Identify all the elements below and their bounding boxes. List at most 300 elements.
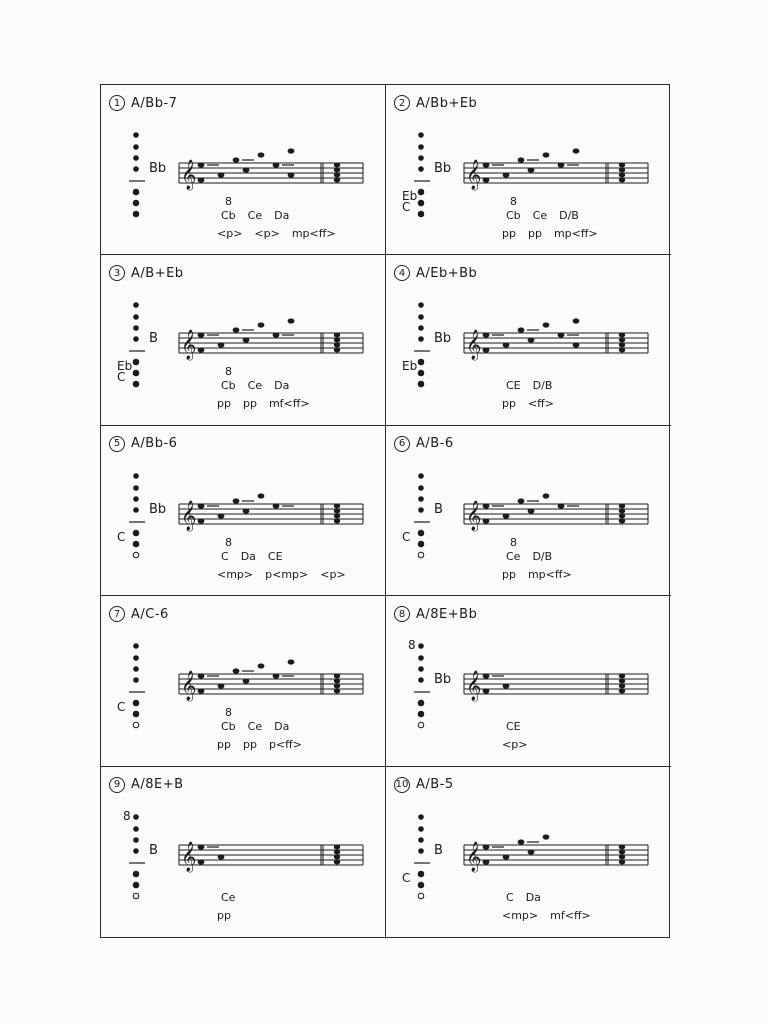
chord-notehead-icon bbox=[619, 684, 625, 689]
closed-hole-icon bbox=[418, 303, 424, 309]
technique-label: Cb bbox=[221, 379, 236, 393]
notehead-icon bbox=[218, 343, 225, 348]
closed-hole-icon bbox=[133, 360, 139, 366]
notehead-icon bbox=[288, 172, 295, 177]
chord-notehead-icon bbox=[619, 679, 625, 684]
technique-label: Ce bbox=[247, 209, 263, 222]
notehead-icon bbox=[503, 684, 510, 689]
cell-number: 10 bbox=[394, 777, 410, 793]
fingering-low-label: C bbox=[402, 870, 411, 885]
chord-notehead-icon bbox=[334, 173, 340, 178]
dynamic-label: mp<ff> bbox=[291, 227, 336, 240]
notehead-icon bbox=[543, 493, 550, 498]
fingering-chart bbox=[100, 84, 670, 938]
technique-label: D/B bbox=[532, 549, 553, 563]
cell-title: A/Eb+Bb bbox=[416, 265, 478, 281]
closed-hole-icon bbox=[418, 496, 424, 502]
treble-clef-icon: 𝄞 bbox=[466, 160, 482, 190]
closed-hole-icon bbox=[133, 837, 139, 843]
closed-hole-icon bbox=[418, 360, 424, 366]
chord-notehead-icon bbox=[334, 333, 340, 338]
fingering-cell bbox=[386, 255, 671, 425]
treble-clef-icon: 𝄞 bbox=[466, 500, 482, 531]
dynamics-row bbox=[217, 397, 310, 410]
dynamic-label: pp bbox=[502, 227, 516, 240]
notehead-icon bbox=[483, 674, 490, 679]
technique-label: Cb bbox=[506, 209, 521, 222]
notehead-icon bbox=[198, 689, 205, 694]
closed-hole-icon bbox=[418, 337, 424, 343]
technique-label: Ce bbox=[247, 720, 263, 734]
notehead-icon bbox=[483, 177, 490, 182]
technique-label: Cb bbox=[221, 720, 236, 734]
closed-hole-icon bbox=[418, 371, 424, 377]
notehead-icon bbox=[558, 333, 565, 338]
cell-number: 9 bbox=[109, 777, 125, 793]
closed-hole-icon bbox=[418, 166, 424, 172]
closed-hole-icon bbox=[133, 189, 139, 195]
dynamic-label: pp bbox=[217, 908, 231, 922]
notehead-icon bbox=[573, 148, 580, 153]
chord-notehead-icon bbox=[334, 518, 340, 523]
closed-hole-icon bbox=[133, 677, 139, 683]
notehead-icon bbox=[273, 162, 280, 167]
open-hole-icon bbox=[133, 893, 139, 899]
chord-notehead-icon bbox=[619, 854, 625, 859]
closed-hole-icon bbox=[418, 326, 424, 332]
fingering-low-label: Eb C bbox=[117, 359, 133, 385]
fingering-cell bbox=[386, 596, 671, 766]
chord-notehead-icon bbox=[619, 508, 625, 513]
closed-hole-icon bbox=[418, 507, 424, 513]
chord-notehead-icon bbox=[619, 849, 625, 854]
note-label: Bb bbox=[434, 161, 452, 176]
fingering-cell bbox=[101, 767, 386, 937]
closed-hole-icon bbox=[133, 132, 139, 138]
closed-hole-icon bbox=[418, 211, 424, 217]
notehead-icon bbox=[543, 152, 550, 157]
closed-hole-icon bbox=[133, 814, 139, 820]
closed-hole-icon bbox=[133, 485, 139, 491]
closed-hole-icon bbox=[133, 541, 139, 547]
closed-hole-icon bbox=[418, 848, 424, 854]
cell-title: A/B+Eb bbox=[131, 265, 184, 281]
chord-notehead-icon bbox=[334, 844, 340, 849]
notehead-icon bbox=[483, 689, 490, 694]
cell-number: 3 bbox=[109, 265, 125, 281]
notehead-icon bbox=[518, 328, 525, 333]
closed-hole-icon bbox=[418, 189, 424, 195]
closed-hole-icon bbox=[418, 315, 424, 321]
closed-hole-icon bbox=[418, 530, 424, 536]
treble-clef-icon: 𝄞 bbox=[181, 160, 197, 190]
notehead-icon bbox=[288, 148, 295, 153]
closed-hole-icon bbox=[133, 144, 139, 150]
cell-title: A/B-5 bbox=[416, 777, 454, 793]
fingering-low-label: C bbox=[117, 700, 126, 715]
technique-label: D/B bbox=[559, 209, 579, 222]
note-label: Bb bbox=[434, 331, 452, 347]
fingering-cell bbox=[386, 767, 671, 937]
closed-hole-icon bbox=[418, 882, 424, 888]
notehead-icon bbox=[558, 503, 565, 508]
closed-hole-icon bbox=[133, 666, 139, 672]
dynamic-label: pp bbox=[527, 227, 542, 240]
technique-row bbox=[506, 720, 521, 733]
chord-notehead-icon bbox=[334, 689, 340, 694]
technique-row bbox=[221, 720, 289, 733]
notehead-icon bbox=[198, 162, 205, 167]
chord-notehead-icon bbox=[619, 689, 625, 694]
chord-notehead-icon bbox=[619, 503, 625, 508]
notehead-icon bbox=[483, 518, 490, 523]
notehead-icon bbox=[518, 498, 525, 503]
closed-hole-icon bbox=[133, 496, 139, 502]
notehead-icon bbox=[198, 674, 205, 679]
notehead-icon bbox=[543, 323, 550, 328]
chord-notehead-icon bbox=[619, 674, 625, 679]
fingering-low-label: Eb C bbox=[402, 189, 418, 214]
fingering-cell bbox=[386, 85, 671, 255]
chord-notehead-icon bbox=[334, 338, 340, 343]
chord-notehead-icon bbox=[334, 178, 340, 183]
technique-row bbox=[221, 550, 283, 563]
treble-clef-icon: 𝄞 bbox=[466, 671, 482, 702]
closed-hole-icon bbox=[133, 200, 139, 206]
dynamic-label: mp<ff> bbox=[553, 227, 598, 240]
dynamic-label: <p> bbox=[217, 227, 243, 240]
notehead-icon bbox=[543, 834, 550, 839]
closed-hole-icon bbox=[133, 326, 139, 332]
closed-hole-icon bbox=[418, 711, 424, 717]
open-hole-icon bbox=[418, 722, 424, 728]
music-diagram bbox=[386, 596, 671, 766]
closed-hole-icon bbox=[133, 655, 139, 661]
chord-notehead-icon bbox=[334, 168, 340, 173]
notehead-icon bbox=[198, 859, 205, 864]
note-label: B bbox=[434, 842, 443, 858]
chord-notehead-icon bbox=[334, 503, 340, 508]
dynamics-row bbox=[217, 909, 231, 922]
octave-mark: 8 bbox=[225, 706, 232, 720]
dynamics-row bbox=[502, 227, 598, 240]
chord-notehead-icon bbox=[619, 518, 625, 523]
notehead-icon bbox=[483, 348, 490, 353]
closed-hole-icon bbox=[133, 643, 139, 649]
notehead-icon bbox=[258, 664, 265, 669]
dynamic-label: <p> bbox=[502, 738, 528, 752]
fingering-cell bbox=[101, 255, 386, 425]
notehead-icon bbox=[218, 172, 225, 177]
technique-label: Da bbox=[274, 379, 290, 393]
note-label: B bbox=[434, 501, 443, 517]
closed-hole-icon bbox=[418, 643, 424, 649]
closed-hole-icon bbox=[418, 655, 424, 661]
fingering-low-label: C bbox=[117, 529, 126, 544]
notehead-icon bbox=[503, 172, 510, 177]
chord-notehead-icon bbox=[619, 513, 625, 518]
cell-title: A/Bb-7 bbox=[131, 95, 178, 111]
notehead-icon bbox=[258, 493, 265, 498]
notehead-icon bbox=[518, 157, 525, 162]
note-label: Bb bbox=[149, 161, 167, 176]
notehead-icon bbox=[243, 679, 250, 684]
closed-hole-icon bbox=[418, 132, 424, 138]
notehead-icon bbox=[483, 844, 490, 849]
octave-mark: 8 bbox=[225, 535, 232, 549]
dynamics-row bbox=[502, 738, 527, 751]
technique-row bbox=[221, 209, 289, 222]
chord-notehead-icon bbox=[619, 343, 625, 348]
notehead-icon bbox=[218, 684, 225, 689]
closed-hole-icon bbox=[418, 382, 424, 388]
dynamics-row bbox=[217, 568, 346, 581]
notehead-icon bbox=[218, 854, 225, 859]
notehead-icon bbox=[483, 162, 490, 167]
chord-notehead-icon bbox=[619, 338, 625, 343]
technique-row bbox=[506, 550, 552, 563]
note-label: B bbox=[149, 331, 158, 347]
notehead-icon bbox=[573, 343, 580, 348]
technique-label: CE bbox=[506, 379, 521, 393]
technique-row bbox=[506, 209, 579, 222]
cell-number: 6 bbox=[394, 436, 410, 452]
technique-label: Da bbox=[525, 890, 541, 904]
dynamic-label: mf<ff> bbox=[550, 908, 591, 922]
chord-notehead-icon bbox=[619, 348, 625, 353]
cell-number: 4 bbox=[394, 265, 410, 281]
notehead-icon bbox=[233, 328, 240, 333]
chord-notehead-icon bbox=[334, 163, 340, 168]
notehead-icon bbox=[483, 859, 490, 864]
notehead-icon bbox=[198, 333, 205, 338]
closed-hole-icon bbox=[418, 814, 424, 820]
chord-notehead-icon bbox=[619, 163, 625, 168]
notehead-icon bbox=[528, 849, 535, 854]
technique-row bbox=[221, 379, 289, 392]
music-diagram bbox=[101, 767, 386, 937]
dynamic-label: pp bbox=[502, 567, 516, 581]
technique-label: D/B bbox=[532, 379, 553, 393]
note-label: Bb bbox=[434, 672, 452, 688]
treble-clef-icon: 𝄞 bbox=[466, 841, 482, 872]
closed-hole-icon bbox=[133, 155, 139, 161]
closed-hole-icon bbox=[418, 541, 424, 547]
cell-number: 1 bbox=[109, 95, 125, 111]
dynamic-label: <mp> bbox=[502, 908, 539, 922]
note-label: Bb bbox=[149, 501, 167, 517]
chord-notehead-icon bbox=[334, 679, 340, 684]
notehead-icon bbox=[573, 319, 580, 324]
cell-number: 5 bbox=[109, 436, 125, 452]
closed-hole-icon bbox=[418, 485, 424, 491]
closed-hole-icon bbox=[133, 166, 139, 172]
chord-notehead-icon bbox=[334, 854, 340, 859]
chord-notehead-icon bbox=[619, 168, 625, 173]
notehead-icon bbox=[218, 513, 225, 518]
notehead-icon bbox=[233, 157, 240, 162]
notehead-icon bbox=[243, 338, 250, 343]
notehead-icon bbox=[198, 503, 205, 508]
fingering-low-label: C bbox=[402, 529, 411, 544]
technique-label: Da bbox=[274, 720, 290, 734]
closed-hole-icon bbox=[133, 530, 139, 536]
dynamic-label: <p> bbox=[254, 227, 280, 240]
notehead-icon bbox=[503, 513, 510, 518]
technique-row bbox=[506, 379, 552, 392]
closed-hole-icon bbox=[418, 473, 424, 479]
dynamic-label: <ff> bbox=[527, 397, 554, 411]
closed-hole-icon bbox=[133, 337, 139, 343]
closed-hole-icon bbox=[133, 826, 139, 832]
notehead-icon bbox=[288, 660, 295, 665]
chord-notehead-icon bbox=[619, 173, 625, 178]
fingering-top-label: 8 bbox=[123, 808, 131, 823]
technique-label: CE bbox=[267, 549, 283, 563]
cell-title: A/8E+B bbox=[131, 777, 184, 793]
dynamic-label: mf<ff> bbox=[268, 397, 310, 411]
closed-hole-icon bbox=[133, 507, 139, 513]
dynamic-label: pp bbox=[217, 397, 231, 411]
notehead-icon bbox=[528, 167, 535, 172]
closed-hole-icon bbox=[133, 303, 139, 309]
technique-label: Cb bbox=[221, 209, 236, 222]
cell-title: A/C-6 bbox=[131, 606, 169, 622]
dynamics-row bbox=[217, 738, 302, 751]
chord-notehead-icon bbox=[334, 343, 340, 348]
notehead-icon bbox=[503, 343, 510, 348]
dynamic-label: mp<ff> bbox=[527, 567, 572, 581]
notehead-icon bbox=[198, 348, 205, 353]
dynamic-label: p<mp> bbox=[265, 567, 309, 581]
technique-row bbox=[506, 891, 541, 904]
cell-title: A/B-6 bbox=[416, 436, 454, 452]
closed-hole-icon bbox=[133, 315, 139, 321]
cell-title: A/8E+Bb bbox=[416, 606, 478, 622]
dynamic-label: pp bbox=[242, 397, 257, 411]
dynamics-row bbox=[217, 227, 336, 240]
dynamic-label: pp bbox=[502, 397, 516, 411]
notehead-icon bbox=[198, 518, 205, 523]
closed-hole-icon bbox=[133, 848, 139, 854]
closed-hole-icon bbox=[418, 144, 424, 150]
closed-hole-icon bbox=[418, 837, 424, 843]
technique-label: C bbox=[506, 890, 514, 904]
octave-mark: 8 bbox=[225, 195, 232, 208]
notehead-icon bbox=[288, 319, 295, 324]
chord-notehead-icon bbox=[334, 859, 340, 864]
fingering-cell bbox=[101, 85, 386, 255]
treble-clef-icon: 𝄞 bbox=[181, 500, 197, 531]
technique-label: Ce bbox=[506, 549, 521, 563]
notehead-icon bbox=[243, 508, 250, 513]
dynamic-label: pp bbox=[242, 738, 257, 752]
notehead-icon bbox=[233, 669, 240, 674]
fingering-top-label: 8 bbox=[408, 638, 416, 653]
notehead-icon bbox=[558, 162, 565, 167]
technique-label: C bbox=[221, 549, 229, 563]
open-hole-icon bbox=[133, 552, 139, 558]
technique-label: Da bbox=[240, 549, 256, 563]
notehead-icon bbox=[518, 839, 525, 844]
closed-hole-icon bbox=[133, 211, 139, 217]
chord-notehead-icon bbox=[334, 674, 340, 679]
open-hole-icon bbox=[418, 552, 424, 558]
cell-title: A/Bb+Eb bbox=[416, 95, 478, 111]
technique-label: Ce bbox=[532, 209, 548, 222]
cell-title: A/Bb-6 bbox=[131, 436, 178, 452]
octave-mark: 8 bbox=[510, 195, 517, 208]
technique-label: Ce bbox=[221, 890, 236, 904]
notehead-icon bbox=[198, 177, 205, 182]
closed-hole-icon bbox=[418, 677, 424, 683]
treble-clef-icon: 𝄞 bbox=[466, 330, 482, 361]
notehead-icon bbox=[273, 503, 280, 508]
octave-mark: 8 bbox=[225, 365, 232, 379]
open-hole-icon bbox=[418, 893, 424, 899]
notehead-icon bbox=[273, 333, 280, 338]
closed-hole-icon bbox=[418, 155, 424, 161]
cell-number: 2 bbox=[394, 95, 410, 111]
technique-label: CE bbox=[506, 720, 521, 734]
closed-hole-icon bbox=[133, 700, 139, 706]
dynamic-label: pp bbox=[217, 738, 231, 752]
dynamics-row bbox=[502, 397, 554, 410]
notehead-icon bbox=[528, 338, 535, 343]
notehead-icon bbox=[483, 333, 490, 338]
closed-hole-icon bbox=[418, 700, 424, 706]
cell-number: 7 bbox=[109, 606, 125, 622]
dynamics-row bbox=[502, 568, 572, 581]
notehead-icon bbox=[258, 323, 265, 328]
closed-hole-icon bbox=[418, 666, 424, 672]
note-label: B bbox=[149, 842, 158, 858]
notehead-icon bbox=[198, 844, 205, 849]
chord-notehead-icon bbox=[619, 859, 625, 864]
technique-label: Ce bbox=[247, 379, 263, 393]
octave-mark: 8 bbox=[510, 535, 517, 549]
closed-hole-icon bbox=[133, 473, 139, 479]
notehead-icon bbox=[483, 503, 490, 508]
notehead-icon bbox=[528, 508, 535, 513]
technique-label: Da bbox=[274, 209, 290, 222]
dynamic-label: <p> bbox=[320, 567, 346, 581]
chord-notehead-icon bbox=[619, 333, 625, 338]
closed-hole-icon bbox=[133, 382, 139, 388]
fingering-low-label: Eb bbox=[402, 359, 418, 374]
chord-notehead-icon bbox=[619, 844, 625, 849]
cell-number: 8 bbox=[394, 606, 410, 622]
closed-hole-icon bbox=[133, 371, 139, 377]
notehead-icon bbox=[233, 498, 240, 503]
notehead-icon bbox=[503, 854, 510, 859]
fingering-cell bbox=[101, 596, 386, 766]
dynamic-label: p<ff> bbox=[268, 738, 302, 752]
chord-notehead-icon bbox=[334, 348, 340, 353]
technique-row bbox=[221, 891, 235, 904]
fingering-cell bbox=[101, 426, 386, 596]
notehead-icon bbox=[243, 167, 250, 172]
dynamics-row bbox=[502, 909, 591, 922]
closed-hole-icon bbox=[133, 871, 139, 877]
notehead-icon bbox=[258, 152, 265, 157]
treble-clef-icon: 𝄞 bbox=[181, 330, 197, 361]
closed-hole-icon bbox=[418, 200, 424, 206]
closed-hole-icon bbox=[418, 826, 424, 832]
fingering-cell bbox=[386, 426, 671, 596]
dynamic-label: <mp> bbox=[217, 567, 254, 581]
treble-clef-icon: 𝄞 bbox=[181, 841, 197, 872]
